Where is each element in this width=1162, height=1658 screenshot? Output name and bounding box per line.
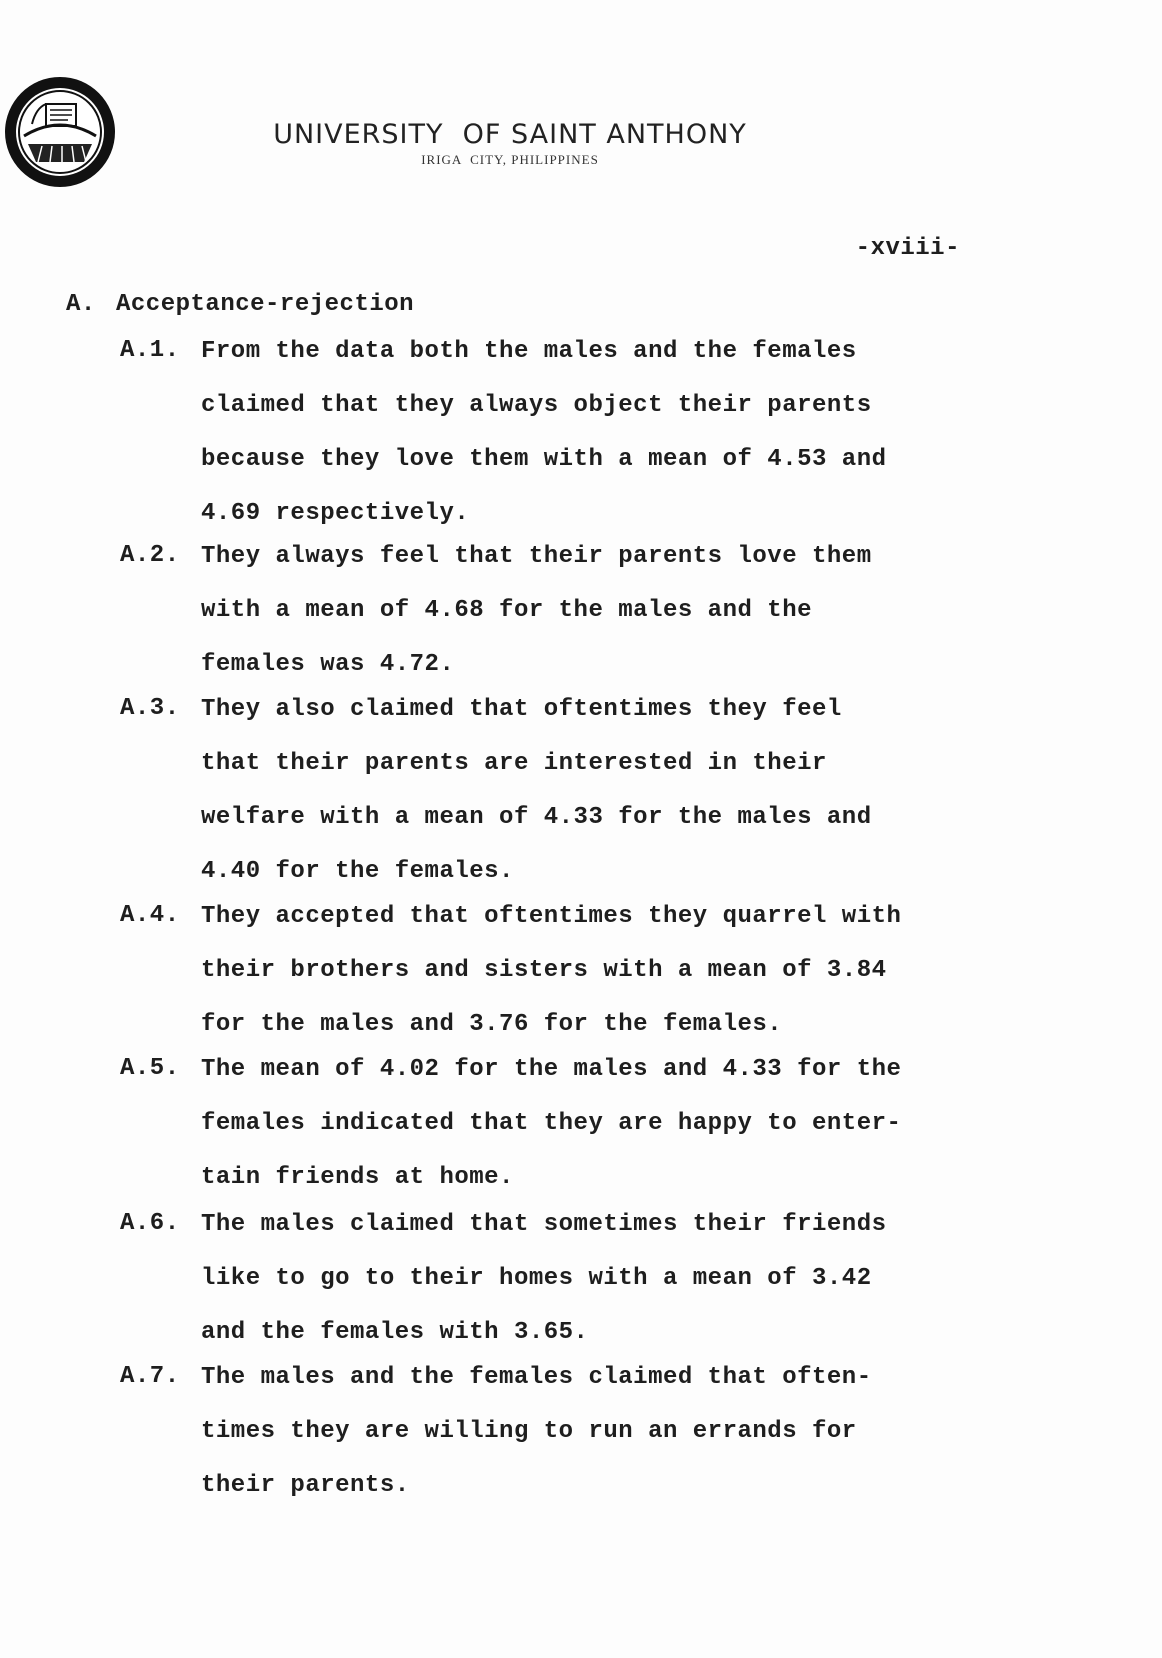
finding-line: with a mean of 4.68 for the males and the (201, 597, 812, 624)
page-number: -xviii- (855, 235, 960, 262)
finding-number: A.5. (120, 1055, 180, 1082)
finding-line: females was 4.72. (201, 651, 455, 678)
section-label: A. (66, 291, 96, 318)
finding-text (201, 695, 872, 911)
letterhead (180, 118, 840, 168)
section-title: Acceptance-rejection (116, 291, 415, 318)
finding-line: They always feel that their parents love them (201, 543, 872, 570)
finding-text (201, 1363, 872, 1525)
finding-number: A.1. (120, 337, 180, 364)
finding-text (201, 1055, 901, 1217)
finding-line: like to go to their homes with a mean of 3.42 (201, 1265, 872, 1292)
finding-line: for the males and 3.76 for the females. (201, 1011, 783, 1038)
finding-line: that their parents are interested in their (201, 750, 827, 777)
section-heading (66, 291, 414, 318)
finding-number: A.2. (120, 542, 180, 569)
finding-number: A.4. (120, 902, 180, 929)
finding-text (201, 902, 901, 1064)
finding-line: claimed that they always object their parents (201, 392, 872, 419)
university-seal-icon (2, 74, 118, 190)
finding-text (201, 542, 872, 704)
finding-line: They accepted that oftentimes they quarrel with (201, 903, 902, 930)
finding-line: From the data both the males and the females (201, 338, 857, 365)
finding-line: tain friends at home. (201, 1164, 514, 1191)
finding-text (201, 1210, 887, 1372)
finding-line: because they love them with a mean of 4.53 and (201, 446, 887, 473)
finding-line: welfare with a mean of 4.33 for the males and (201, 804, 872, 831)
finding-line: 4.69 respectively. (201, 500, 470, 527)
finding-line: times they are willing to run an errands for (201, 1418, 857, 1445)
finding-line: The mean of 4.02 for the males and 4.33 for the (201, 1056, 902, 1083)
finding-line: They also claimed that oftentimes they feel (201, 696, 842, 723)
finding-text (201, 337, 887, 553)
finding-number: A.3. (120, 695, 180, 722)
finding-line: females indicated that they are happy to enter- (201, 1110, 902, 1137)
finding-line: 4.40 for the females. (201, 858, 514, 885)
finding-number: A.6. (120, 1210, 180, 1237)
finding-line: and the females with 3.65. (201, 1319, 589, 1346)
university-city: IRIGA CITY, PHILIPPINES (421, 152, 599, 167)
finding-line: their brothers and sisters with a mean of 3.84 (201, 957, 887, 984)
finding-line: The males claimed that sometimes their friends (201, 1211, 887, 1238)
finding-number: A.7. (120, 1363, 180, 1390)
finding-line: their parents. (201, 1472, 410, 1499)
university-name: UNIVERSITY OF SAINT ANTHONY (273, 119, 747, 150)
finding-line: The males and the females claimed that often- (201, 1364, 872, 1391)
